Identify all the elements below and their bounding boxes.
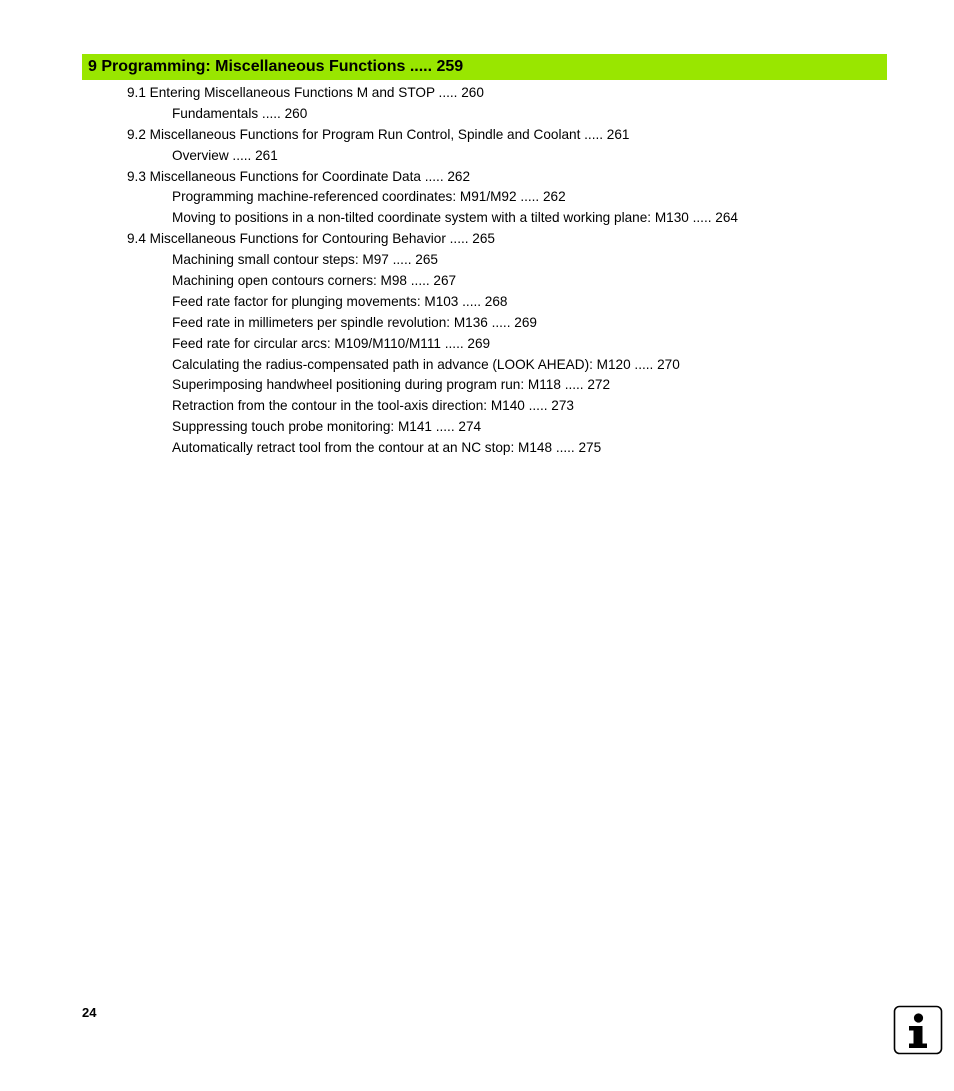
toc-subsection-entry[interactable]: Superimposing handwheel positioning during program run: M118 ..... 272: [172, 377, 611, 393]
toc-section-entry[interactable]: 9.1 Entering Miscellaneous Functions M and STOP ..... 260: [127, 85, 484, 100]
info-icon: [893, 1005, 943, 1055]
toc-subsection-entry[interactable]: Overview ..... 261: [172, 147, 278, 163]
toc-section-entry[interactable]: 9.2 Miscellaneous Functions for Program Run Control, Spindle and Coolant ..... 261: [127, 126, 630, 142]
toc-subsection-entry[interactable]: Automatically retract tool from the contour at an NC stop: M148 ..... 275: [172, 440, 602, 456]
toc-subsection-entry[interactable]: Machining small contour steps: M97 ..... 265: [172, 252, 438, 268]
toc-section-entry[interactable]: 9.4 Miscellaneous Functions for Contouring Behavior ..... 265: [127, 231, 495, 247]
table-of-contents: [0, 83, 954, 459]
toc-subsection-entry[interactable]: Feed rate for circular arcs: M109/M110/M111 ..... 269: [172, 335, 491, 351]
toc-subsection-entry[interactable]: Feed rate factor for plunging movements: M103 ..... 268: [172, 293, 508, 309]
toc-subsection-entry[interactable]: Retraction from the contour in the tool-axis direction: M140 ..... 273: [172, 398, 574, 414]
toc-subsection-entry[interactable]: Fundamentals ..... 260: [172, 105, 308, 121]
chapter-title[interactable]: 9 Programming: Miscellaneous Functions ..... 259: [88, 58, 464, 75]
toc-subsection-entry[interactable]: Machining open contours corners: M98 ..... 267: [172, 273, 457, 289]
toc-subsection-entry[interactable]: Feed rate in millimeters per spindle revolution: M136 ..... 269: [172, 314, 537, 330]
chapter-heading-bar: [82, 54, 887, 80]
toc-subsection-entry[interactable]: Moving to positions in a non-tilted coordinate system with a tilted working plane: M130 ..... 264: [172, 210, 738, 226]
toc-subsection-entry[interactable]: Programming machine-referenced coordinates: M91/M92 ..... 262: [172, 189, 566, 205]
toc-subsection-entry[interactable]: Suppressing touch probe monitoring: M141 ..... 274: [172, 419, 482, 435]
page-number: 24: [82, 1005, 97, 1020]
toc-section-entry[interactable]: 9.3 Miscellaneous Functions for Coordinate Data ..... 262: [127, 168, 471, 184]
toc-subsection-entry[interactable]: Calculating the radius-compensated path in advance (LOOK AHEAD): M120 ..... 270: [172, 356, 680, 372]
